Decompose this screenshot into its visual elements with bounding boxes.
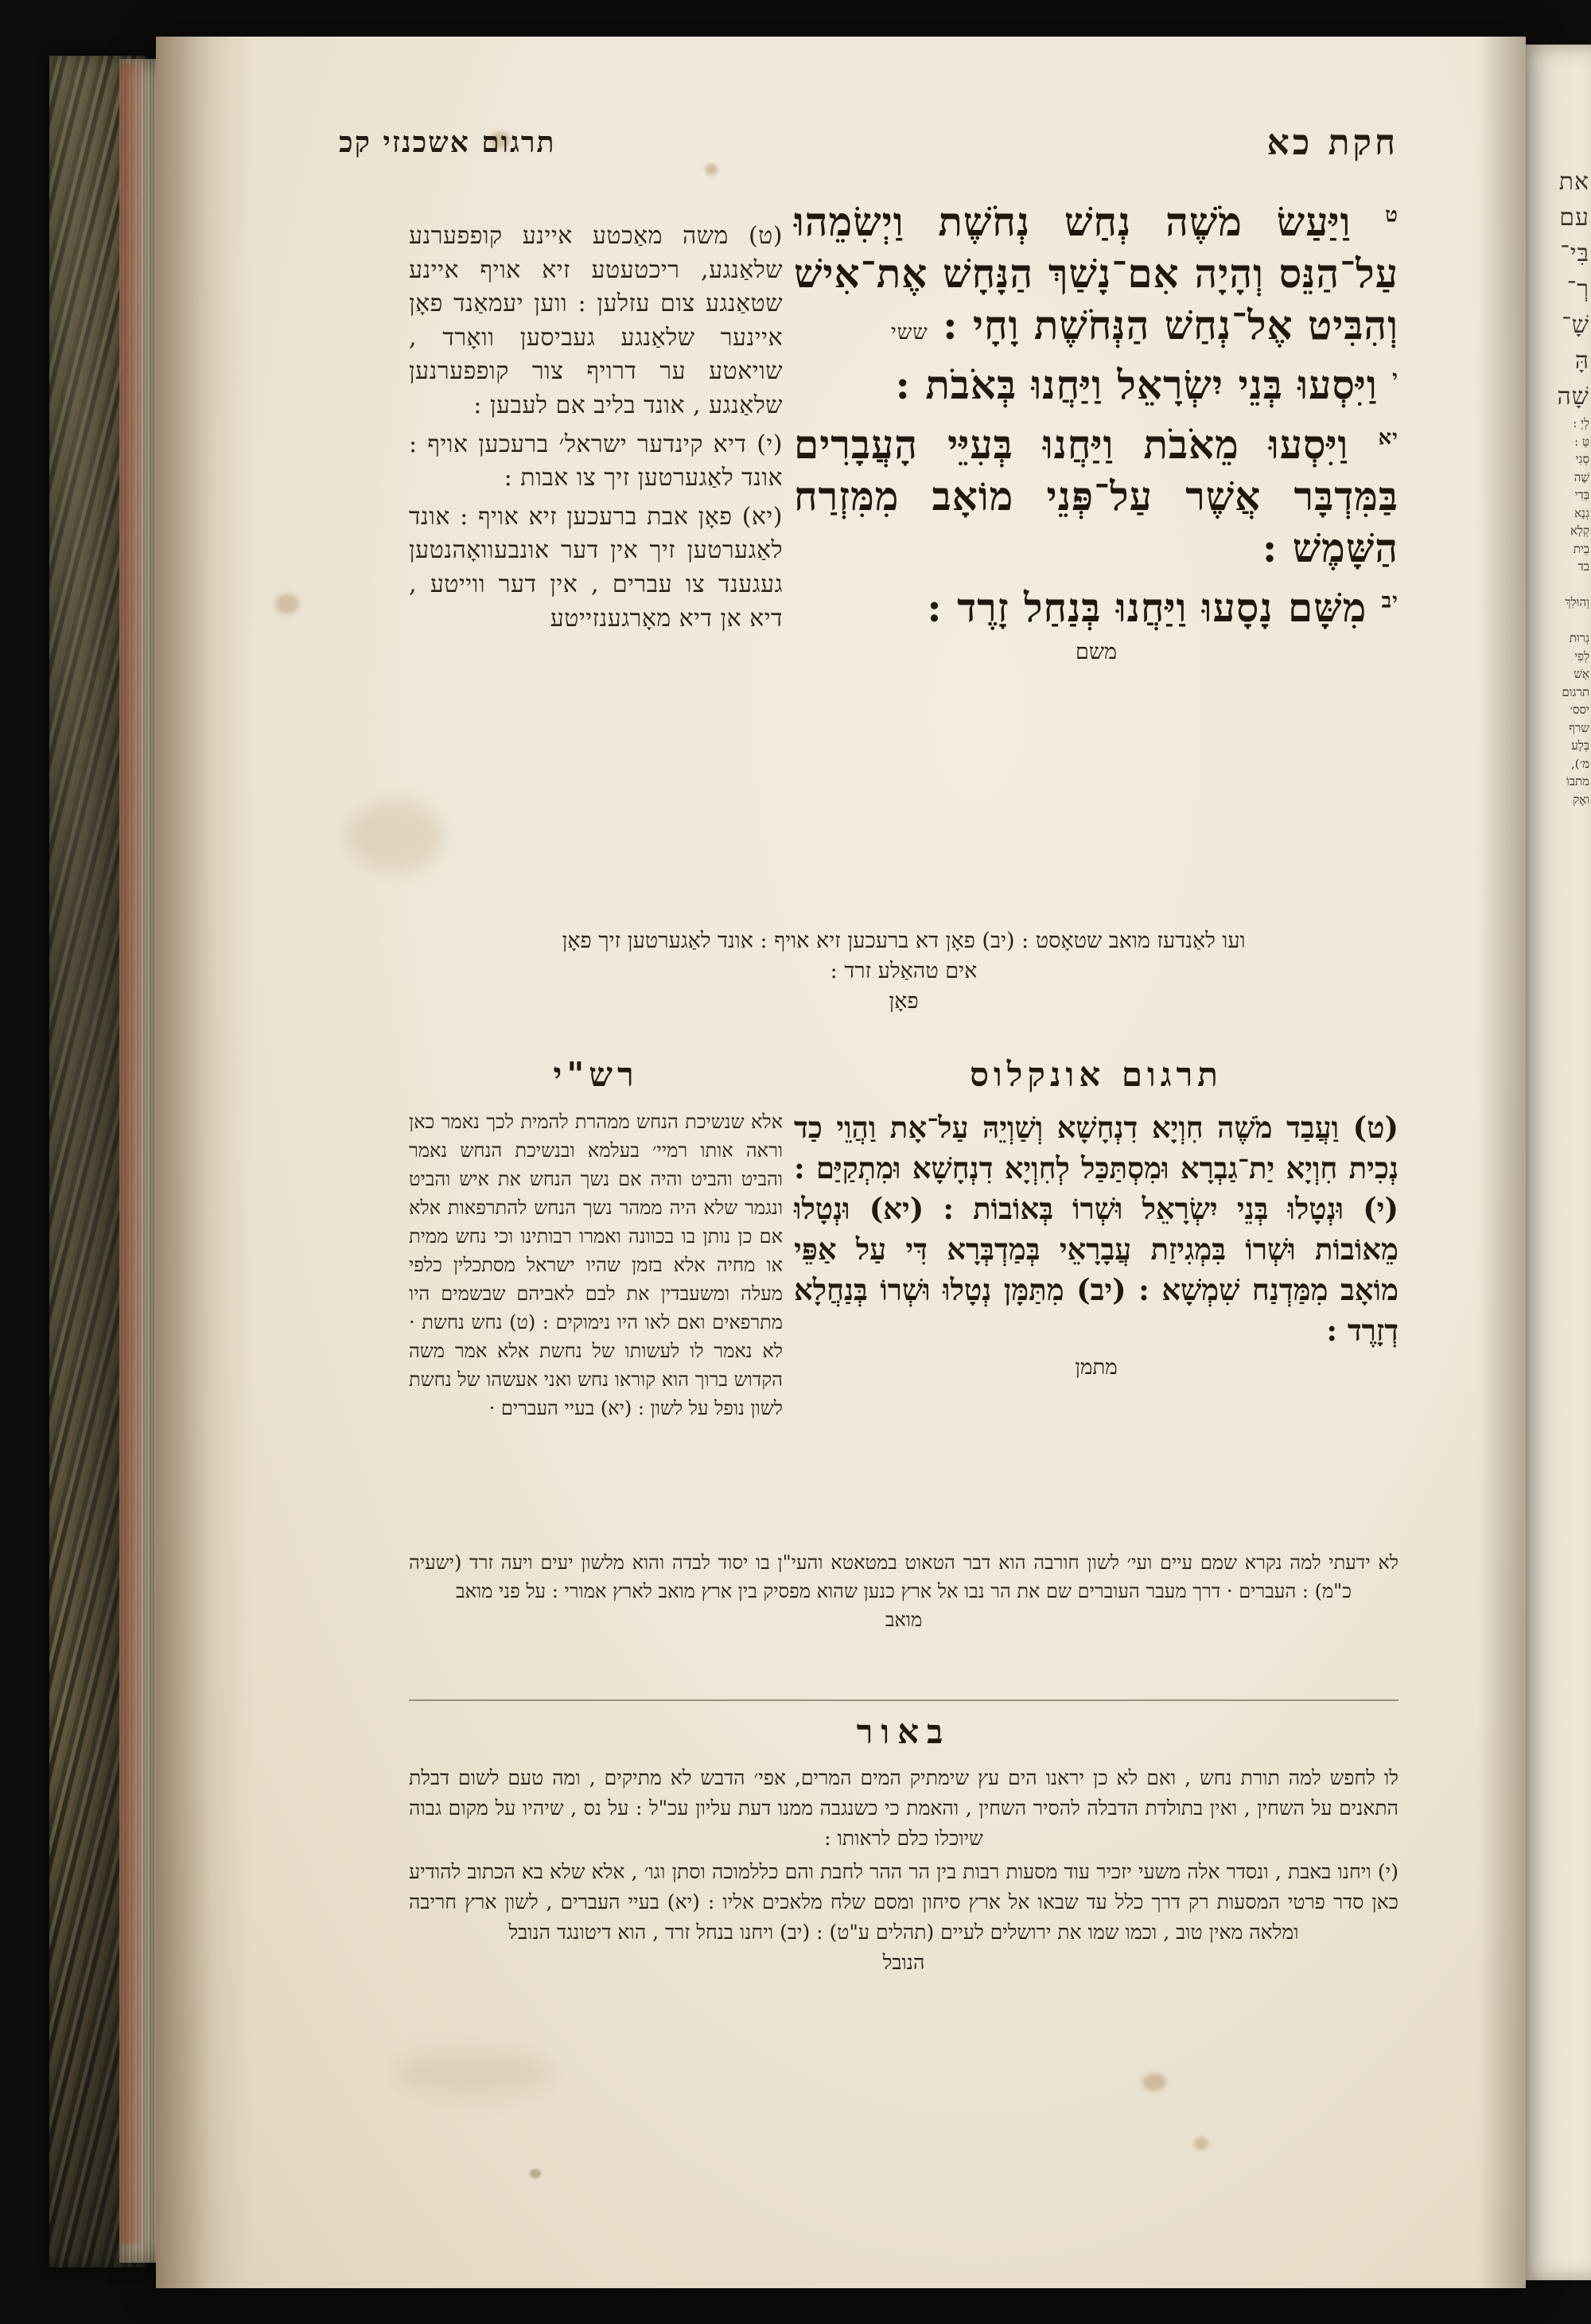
targum-onkelos-title: תרגום אונקלוס [970,1055,1223,1094]
rashi-body: אלא שנשיכת הנחש ממהרת להמית לכך נאמר כאן וראה אותו רמיי׳ בעלמא ובנשיכת הנחש נאמר והביט והביט והיה אם נשך הנחש את איש והביט ונגמר שלא היה ממהר נשך הנחש להתרפאות אלא אם כן נותן בו בכוונה ואמרו רבותינו וכי נחש ממית או מחיה אלא בזמן שהיו ישראל מסתכלין כלפי מעלה ומשעבדין את לבם לאביהם שבשמים היו מתרפאים ואם לאו היו נימוקים : (ט) נחש נחשת · לא נאמר לו לעשותו של נחשת אלא אמר משה הקדוש ברוך הוא קוראו נחש ואני אעשהו של נחשת לשון נופל על לשון : (יא) בעיי העברים · [409,1111,783,1419]
water-stain [395,2050,554,2097]
yiddish-paragraph-11: (יא) פאָן אבת ברעכען זיא אויף : אונד לאַגערטען זיך אין דער אונבעוואָהנטען געגענד צו עברים , אין דער ווייטע , דיא אן דיא מאָרגענזייטע [409,502,783,633]
yiddish-paragraph-9: (ט) משה מאַכטע איינע קופפערנע שלאַנגע, ריכטעטע זיא אויף איינע שטאַנגע צום עזלען : ווען יעמאַנד פאָן איינער שלאַנגע געביסען וואָרד , שויאטע ער דרויף צור קופפערנען שלאַנגע , אונד בליב אם לעבען : [409,222,783,419]
yiddish-continuation-line-2: אים טהאַלע זרד : [830,958,978,983]
water-stain [347,800,442,872]
foxing-spot [1194,2137,1208,2150]
rashi-full-width-tail [409,1548,1398,1634]
page-recto [156,37,1526,2288]
verse-10 [794,359,1398,411]
verse-text: מִשָּׁם נָסָעוּ וַיַּחֲנוּ בְּנַחַל זָרֶד : [927,584,1367,631]
foxing-spot [1142,2073,1166,2091]
rashi-block [409,1055,783,1423]
yiddish-paragraph-10: (י) דיא קינדער ישראל׳ ברעכען אויף : אונד לאַגערטען זיך צו אבות : [409,430,783,492]
yiddish-catchword: פאָן [889,988,919,1014]
beur-divider [409,1699,1398,1701]
yiddish-full-width-continuation [409,926,1398,1016]
verse-9 [794,196,1398,351]
yiddish-continuation-line-1: ועו לאַנדעז מואב שטאָסט : (יב) פאָן דא ברעכען זיא אויף : אונד לאַגערטען זיך פאָן [562,928,1246,953]
page-title: חקת כא [1266,123,1398,163]
verse-number: י [1392,366,1398,391]
biblical-text-column [794,196,1398,664]
targum-onkelos-catchword: מתמן [1075,1356,1118,1380]
verse-11 [794,418,1398,574]
beur-paragraph-1: לו לחפש למה תורת נחש , ואם לא כן יראנו הים עץ שימתיק המים המרים, אפי׳ הדבש לא מתיקים , ומה טעם לשום דבלת התאנים על השחין , ואין בתולדת הדבלה להסיר השחין , והאמת כי כשנגבה ממנו דעת עליון עכ"ל : על נס , שיהיו על מקום גבוה שיוכלו כלם לראותו : [409,1766,1398,1850]
beur-catchword: הנובל [882,1951,925,1974]
verse-number: ט [1385,203,1398,228]
page-edge-red-stain [121,64,142,2244]
yiddish-translation-column [409,220,783,636]
beur-title: באור [856,1712,951,1751]
verse-text: וַיִּסְעוּ מֵאֹבֹת וַיַּחֲנוּ בְּעִיֵּי הָעֲבָרִים בַּמִּדְבָּר אֲשֶׁר עַל־פְּנֵי מוֹאָב מִמִּזְרַח הַשָּׁמֶשׁ : [794,421,1398,571]
rashi-title: רש"י [553,1055,639,1094]
targum-onkelos-block [794,1055,1398,1380]
aliyah-marker: ששי [891,321,928,345]
next-leaf-text: את עם בִּי־ רְ־ שָׁ־ הָּ שָׁה לְיְ : טָּ : סְגִי שָׁה בְּדִי גְנָא קְלָא בֵית בד וְהוּלִךְ גְרוּת לְפִי אַשׁ תרגום יסס׳ שרף בְּלָע מ׳), מתבוֹ ואֶק [1557,168,1589,807]
page-number-header: תרגום אשכנזי קכ [339,126,556,159]
rashi-catchword: מואב [885,1609,923,1631]
verse-number: יב [1381,589,1398,613]
verse-12 [794,582,1398,633]
foxing-spot [275,594,299,614]
catchword-main: משם [1076,640,1117,664]
verse-text: וַיִּסְעוּ בְּנֵי יִשְׂרָאֵל וַיַּחֲנוּ בְּאֹבֹת : [895,361,1378,408]
running-head [339,123,1398,178]
targum-onkelos-body: (ט) וַעֲבַד מֹשֶׁה חִוְיָא דִנְחָשָׁא וְשַׁוְיֵהּ עַל־אָת וַהֲוֵי כַד נְכִית חִוְיָא יַת־גַבְרָא וּמִסְתַּכַּל לְחִוְיָא דִנְחָשָׁא וּמִתְקַיַּם : (י) וּנְטָלוּ בְּנֵי יִשְׂרָאֵל וּשְׁרוֹ בְּאוֹבוֹת : (יא) וּנְטָלוּ מֵאוֹבוֹת וּשְׁרוֹ בִּמְגִיזַת עֲבָרָאֵי בְּמַדְבְּרָא דִּי עַל אַפֵּי מוֹאָב מִמַּדְנַח שִׁמְשָׁא : (יב) מִתַּמָּן נְטָלוּ וּשְׁרוֹ בְּנַחֲלָא דְזָרֶד : [794,1110,1398,1349]
verse-text: וַיַּעַשׂ מֹשֶׁה נְחַשׁ נְחֹשֶׁת וַיְשִׂמֵהוּ עַל־הַנֵּס וְהָיָה אִם־נָשַׁךְ הַנָּחָשׁ אֶת־אִישׁ וְהִבִּיט אֶל־נְחַשׁ הַנְּחֹשֶׁת וָחָי : [794,198,1398,348]
beur-paragraph-2: (י) ויחנו באבת , ונסדר אלה משעי יזכיר עוד מסעות רבות בין הר ההר לחבת והם כללמוכה וסתן וגו׳ , אלא שלא בא הכתוב להודיע כאן סדר פרטי המסעות רק דרך כלל עד שבאו אל ארץ סיחון ומסם שלח מלאכים אליו : (יא) בעיי העברים , לשון ארץ חריבה ומלאה מאין טוב , וכמו שמו את ירושלים לעיים (תהלים ע"ט) : (יב) ויחנו בנחל זרד , הוא דיטונגד הנובל [409,1860,1398,1944]
verse-number: יא [1378,426,1398,450]
beur-block [409,1691,1398,1975]
foxing-spot [530,2169,541,2178]
rashi-tail-text: לא ידעתי למה נקרא שמם עיים ועי׳ לשון חורבה הוא דבר הטאוט במטאטא והעי"ן בו יסוד לבדה והוא מלשון יעים ויעה זרד (ישעיה כ"מ) : העברים · דרך מעבר העוברים שם את הר נבו אל ארץ כנען שהוא מפסיק בין ארץ מואב לארץ אמורי : על פני מואב [409,1551,1398,1602]
